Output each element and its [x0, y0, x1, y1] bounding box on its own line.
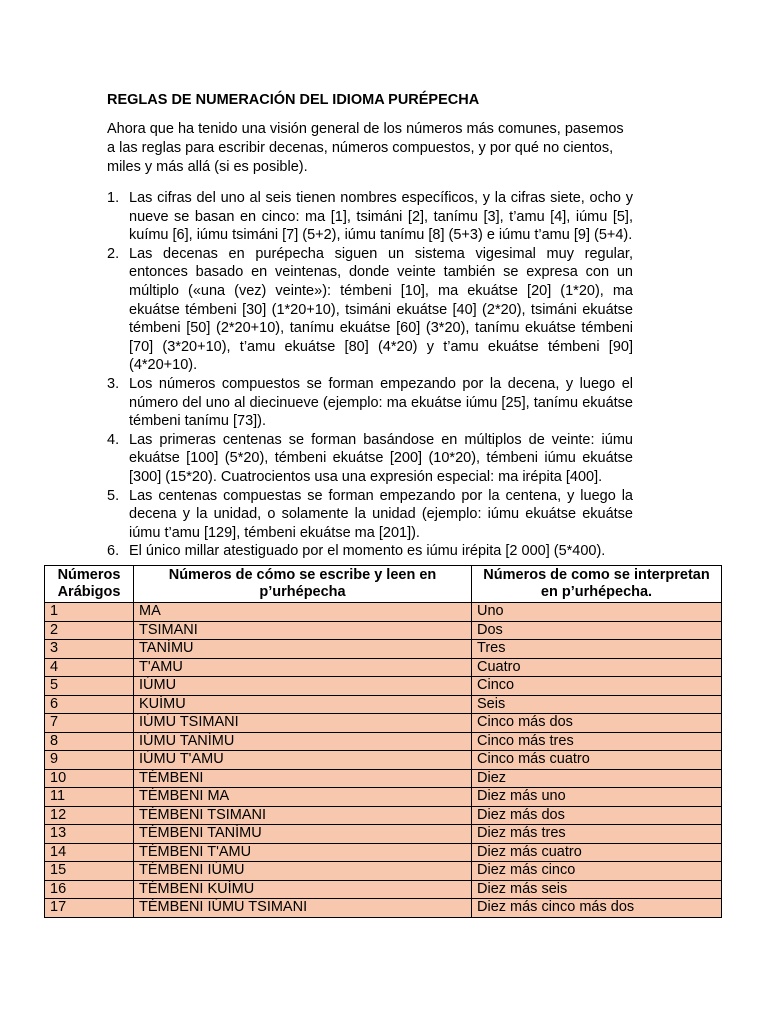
rule-item	[107, 189, 633, 245]
cell-purhepecha-word: KUÍMU	[134, 695, 472, 714]
rule-item	[107, 245, 633, 375]
rule-item	[107, 542, 633, 561]
cell-interpretation: Cinco más cuatro	[472, 751, 722, 770]
cell-purhepecha-word: TÉMBENI	[134, 769, 472, 788]
cell-purhepecha-word: IÚMU TSIMANI	[134, 714, 472, 733]
cell-interpretation: Diez más dos	[472, 806, 722, 825]
cell-purhepecha-word: T'AMU	[134, 658, 472, 677]
cell-arabic-number: 10	[45, 769, 134, 788]
cell-interpretation: Cinco	[472, 677, 722, 696]
cell-arabic-number: 14	[45, 843, 134, 862]
table-body	[45, 603, 722, 918]
rule-item	[107, 431, 633, 487]
table-row	[45, 751, 722, 770]
cell-arabic-number: 4	[45, 658, 134, 677]
rule-number: 4.	[107, 431, 120, 448]
cell-arabic-number: 15	[45, 862, 134, 881]
table-row	[45, 677, 722, 696]
table-row	[45, 640, 722, 659]
rule-number: 1.	[107, 190, 120, 206]
cell-purhepecha-word: TANÍMU	[134, 640, 472, 659]
cell-arabic-number: 2	[45, 621, 134, 640]
cell-interpretation: Diez más uno	[472, 788, 722, 807]
table-row	[45, 714, 722, 733]
cell-purhepecha-word: TÉMBENI TSIMANI	[134, 806, 472, 825]
table-row	[45, 769, 722, 788]
table-row	[45, 843, 722, 862]
cell-arabic-number: 13	[45, 825, 134, 844]
cell-interpretation: Seis	[472, 695, 722, 714]
table-row	[45, 788, 722, 807]
cell-arabic-number: 12	[45, 806, 134, 825]
rule-number: 2.	[107, 245, 120, 262]
cell-arabic-number: 17	[45, 899, 134, 918]
cell-purhepecha-word: IÚMU	[134, 677, 472, 696]
numbers-table	[44, 565, 722, 918]
cell-interpretation: Diez	[472, 769, 722, 788]
cell-arabic-number: 3	[45, 640, 134, 659]
cell-purhepecha-word: MA	[134, 603, 472, 622]
rule-number: 5.	[107, 487, 120, 504]
cell-interpretation: Diez más cuatro	[472, 843, 722, 862]
cell-interpretation: Cinco más dos	[472, 714, 722, 733]
header-interpretation: Números de como se interpretan en p’urhépecha.	[472, 566, 722, 603]
rules-list	[107, 189, 633, 561]
cell-interpretation: Uno	[472, 603, 722, 622]
rule-text: Las centenas compuestas se forman empezando por la centena, y luego la decena y la unidad, o solamente la unidad (ejemplo: iúmu ekuátse ekuátse iúmu t’amu [129], témbeni ekuátse ma [201]).	[129, 487, 633, 541]
cell-purhepecha-word: TÉMBENI TANÍMU	[134, 825, 472, 844]
document-title: REGLAS DE NUMERACIÓN DEL IDIOMA PURÉPECHA	[107, 92, 480, 108]
cell-arabic-number: 9	[45, 751, 134, 770]
rule-item	[107, 375, 633, 431]
cell-purhepecha-word: TÉMBENI KUÍMU	[134, 880, 472, 899]
table-header-row	[45, 566, 722, 603]
cell-purhepecha-word: IÚMU T'AMU	[134, 751, 472, 770]
cell-interpretation: Diez más cinco más dos	[472, 899, 722, 918]
rule-text: Las cifras del uno al seis tienen nombres específicos, y la cifras siete, ocho y nueve se basan en cinco: ma [1], tsimáni [2], tanímu [3], t’amu [4], iúmu [5], kuímu [6], iúmu tsimáni [7] (5+2), iúmu tanímu [8] (5+3) e iúmu t’amu [9] (5+4).	[129, 190, 633, 244]
table-row	[45, 862, 722, 881]
cell-arabic-number: 6	[45, 695, 134, 714]
rule-number: 6.	[107, 543, 120, 560]
table-row	[45, 621, 722, 640]
table-row	[45, 658, 722, 677]
cell-interpretation: Cuatro	[472, 658, 722, 677]
cell-purhepecha-word: TÉMBENI MA	[134, 788, 472, 807]
cell-interpretation: Diez más cinco	[472, 862, 722, 881]
cell-purhepecha-word: TÉMBENI T'AMU	[134, 843, 472, 862]
cell-arabic-number: 7	[45, 714, 134, 733]
cell-purhepecha-word: TÉMBENI IÚMU	[134, 862, 472, 881]
table-row	[45, 825, 722, 844]
rule-text: Las primeras centenas se forman basándose en múltiplos de veinte: iúmu ekuátse [100] (5*20), témbeni ekuátse [200] (10*20), témbeni iúmu ekuátse [300] (15*20). Cuatrocientos usa una expresión especial: ma irépita [400].	[129, 431, 633, 485]
table-row	[45, 603, 722, 622]
cell-arabic-number: 11	[45, 788, 134, 807]
cell-purhepecha-word: TSIMANI	[134, 621, 472, 640]
cell-arabic-number: 1	[45, 603, 134, 622]
cell-purhepecha-word: TÉMBENI IÚMU TSIMANI	[134, 899, 472, 918]
cell-interpretation: Diez más tres	[472, 825, 722, 844]
header-arabic: Números Arábigos	[45, 566, 134, 603]
table-row	[45, 806, 722, 825]
cell-purhepecha-word: IÚMU TANÍMU	[134, 732, 472, 751]
table-row	[45, 899, 722, 918]
rule-number: 3.	[107, 375, 120, 392]
rule-text: Las decenas en purépecha siguen un sistema vigesimal muy regular, entonces basado en veintenas, donde veinte también se expresa con un múltiplo («una (vez) veinte»): témbeni [10], ma ekuátse [20] (1*20), ma ekuátse témbeni [30] (1*20+10), tsimáni ekuátse [40] (2*20), tsimáni ekuátse témbeni [50] (2*20+10), tanímu ekuátse [60] (3*20), tanímu ekuátse témbeni [70] (3*20+10), t’amu ekuátse [80] (4*20) y t’amu ekuátse témbeni [90] (4*20+10).	[129, 245, 633, 374]
cell-arabic-number: 8	[45, 732, 134, 751]
header-purhepecha-written: Números de cómo se escribe y leen en p’urhépecha	[134, 566, 472, 603]
table-row	[45, 880, 722, 899]
cell-arabic-number: 16	[45, 880, 134, 899]
table-row	[45, 732, 722, 751]
rule-text: El único millar atestiguado por el momento es iúmu irépita [2 000] (5*400).	[129, 543, 606, 560]
cell-interpretation: Tres	[472, 640, 722, 659]
cell-interpretation: Diez más seis	[472, 880, 722, 899]
cell-interpretation: Dos	[472, 621, 722, 640]
rule-text: Los números compuestos se forman empezando por la decena, y luego el número del uno al diecinueve (ejemplo: ma ekuátse iúmu [25], tanímu ekuátse témbeni tanímu [73]).	[129, 375, 633, 430]
cell-interpretation: Cinco más tres	[472, 732, 722, 751]
table-row	[45, 695, 722, 714]
intro-paragraph: Ahora que ha tenido una visión general de los números más comunes, pasemos a las reglas para escribir decenas, números compuestos, y por qué no cientos, miles y más allá (si es posible).	[107, 121, 624, 175]
cell-arabic-number: 5	[45, 677, 134, 696]
rule-item	[107, 487, 633, 543]
